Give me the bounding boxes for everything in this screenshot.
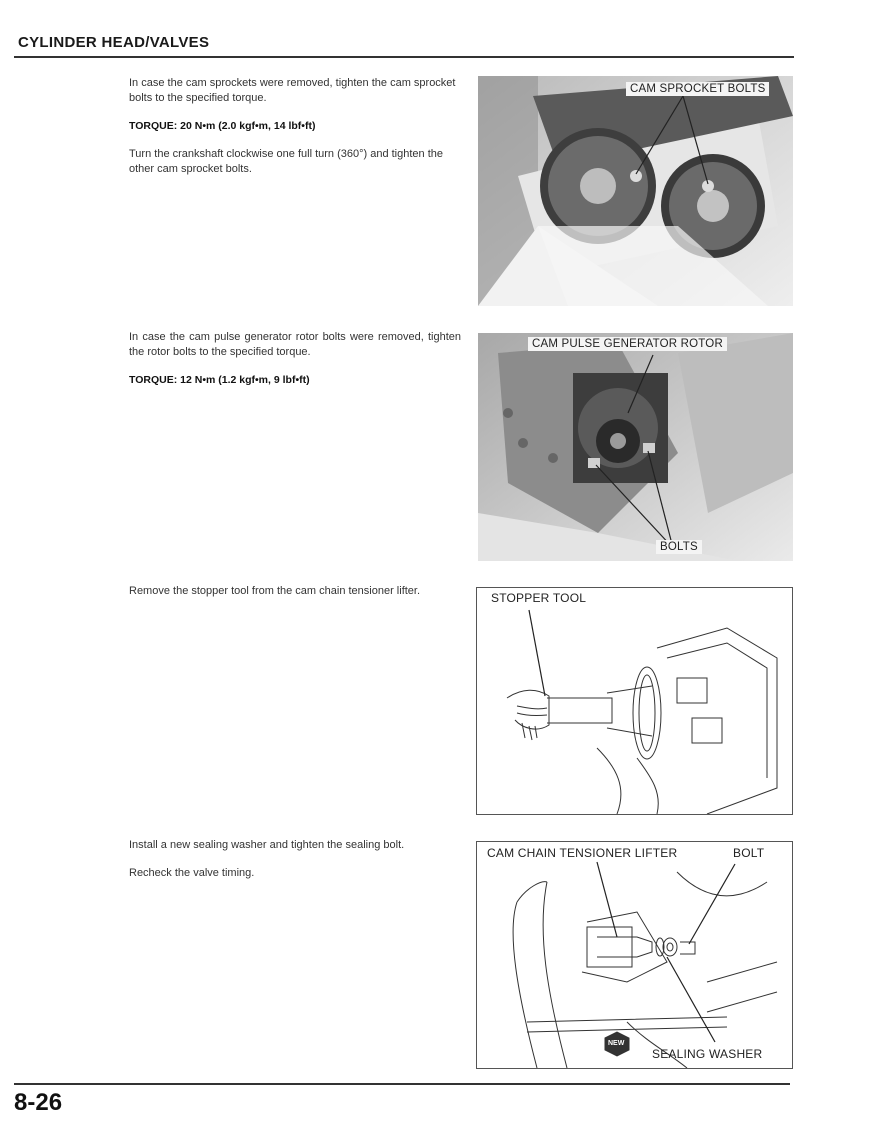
paragraph: Remove the stopper tool from the cam chain tensioner lifter. [129, 585, 421, 597]
step-cam-sprocket-text [129, 76, 461, 190]
paragraph: Recheck the valve timing. [129, 867, 255, 879]
figure-label: SEALING WASHER [652, 1047, 763, 1061]
step-stopper-tool-text [129, 584, 461, 612]
tensioner-lifter-illustration [476, 841, 793, 1069]
header-rule [14, 56, 794, 58]
step-sealing-bolt-text [129, 838, 461, 894]
pulse-rotor-photo [478, 333, 793, 561]
torque-spec: TORQUE: 12 N•m (1.2 kgf•m, 9 lbf•ft) [129, 374, 310, 386]
cam-sprocket-photo [478, 76, 793, 306]
figure-label: CAM SPROCKET BOLTS [626, 82, 769, 96]
figure-label: BOLT [733, 846, 765, 860]
figure-label: BOLTS [656, 540, 702, 554]
paragraph: Install a new sealing washer and tighten the sealing bolt. [129, 839, 405, 851]
stopper-tool-illustration [476, 587, 793, 815]
new-part-badge: NEW [608, 1040, 625, 1047]
paragraph: In case the cam sprockets were removed, tighten the cam sprocket bolts to the specified torque. [129, 77, 456, 104]
torque-spec: TORQUE: 20 N•m (2.0 kgf•m, 14 lbf•ft) [129, 120, 316, 132]
figure-label: CAM PULSE GENERATOR ROTOR [528, 337, 727, 351]
figure-label: STOPPER TOOL [491, 591, 587, 605]
section-title: CYLINDER HEAD/VALVES [18, 34, 210, 51]
page-number: 8-26 [14, 1089, 63, 1116]
figure-label: CAM CHAIN TENSIONER LIFTER [487, 846, 678, 860]
step-pulse-rotor-text [129, 330, 461, 401]
paragraph: Turn the crankshaft clockwise one full turn (360°) and tighten the other cam sprocket bolts. [129, 148, 443, 175]
paragraph: In case the cam pulse generator rotor bolts were removed, tighten the rotor bolts to the specified torque. [129, 331, 461, 358]
footer-rule [14, 1083, 790, 1085]
